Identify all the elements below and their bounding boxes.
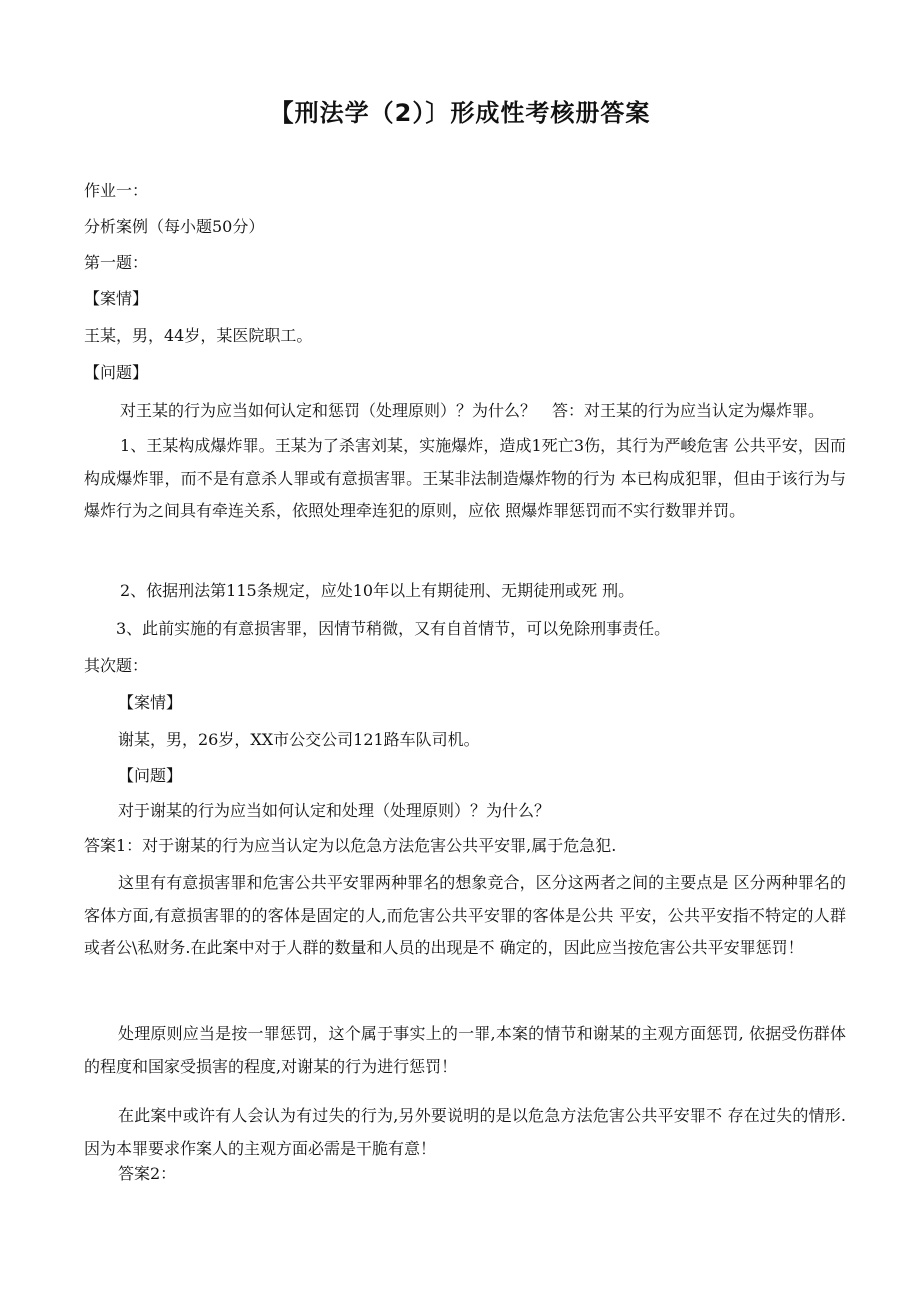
q1-case-text: 王某，男，44岁，某医院职工。 bbox=[84, 326, 313, 345]
assignment-heading: 作业一： bbox=[84, 181, 149, 200]
q1-answer-paragraph-3: 3、此前实施的有意损害罪，因情节稍微，又有自首情节，可以免除刑事责任。 bbox=[116, 619, 671, 638]
q2-answer1-paragraph-2: 处理原则应当是按一罪惩罚，这个属于事实上的一罪,本案的情节和谢某的主观方面惩罚, 依据受伤群体的程度和国家受损害的程度,对谢某的行为进行惩罚！ bbox=[84, 1024, 846, 1076]
document-title: 【刑法学（2）〕形成性考核册答案 bbox=[269, 99, 651, 127]
q1-heading: 第一题： bbox=[84, 253, 149, 272]
q2-answer1-paragraph-1: 这里有有意损害罪和危害公共平安罪两种罪名的想象竞合，区分这两者之间的主要点是 区分两种罪名的客体方面,有意损害罪的的客体是固定的人,而危害公共平安罪的客体是公共 平安，公共平安指不特定的人群或者公\私财务.在此案中对于人群的数量和人员的出现是不 确定的，因此应当按危害公共平安罪惩罚！ bbox=[84, 873, 846, 957]
q2-answer2-label: 答案2： bbox=[118, 1164, 177, 1183]
section-intro: 分析案例（每小题50分） bbox=[84, 217, 265, 236]
q2-answer1-paragraph-3: 在此案中或许有人会认为有过失的行为,另外要说明的是以危急方法危害公共平安罪不 存在过失的情形.因为本罪要求作案人的主观方面必需是干脆有意！ bbox=[84, 1106, 846, 1158]
q1-answer-paragraph-1: 1、王某构成爆炸罪。王某为了杀害刘某，实施爆炸，造成1死亡3伤，其行为严峻危害 公共平安，因而构成爆炸罪，而不是有意杀人罪或有意损害罪。王某非法制造爆炸物的行为 本已构成犯罪，但由于该行为与爆炸行为之间具有牵连关系，依照处理牵连犯的原则，应依 照爆炸罪惩罚而不实行数罪并罚。 bbox=[84, 436, 846, 520]
q2-answer1-line: 答案1：对于谢某的行为应当认定为以危急方法危害公共平安罪,属于危急犯. bbox=[84, 836, 617, 855]
q2-case-label: 【案情】 bbox=[118, 693, 183, 712]
q2-heading: 其次题： bbox=[84, 656, 149, 675]
q1-question-line: 对王某的行为应当如何认定和惩罚（处理原则）？为什么？ 答：对王某的行为应当认定为爆炸罪。 bbox=[120, 401, 825, 420]
q2-question-label: 【问题】 bbox=[118, 766, 183, 785]
q2-question-line: 对于谢某的行为应当如何认定和处理（处理原则）？为什么？ bbox=[118, 801, 551, 820]
q2-case-text: 谢某，男，26岁，XX市公交公司121路车队司机。 bbox=[118, 730, 480, 749]
q1-answer-paragraph-2: 2、依据刑法第115条规定，应处10年以上有期徒刑、无期徒刑或死 刑。 bbox=[120, 581, 635, 600]
q1-case-label: 【案情】 bbox=[84, 289, 149, 308]
q1-question-label: 【问题】 bbox=[84, 363, 149, 382]
